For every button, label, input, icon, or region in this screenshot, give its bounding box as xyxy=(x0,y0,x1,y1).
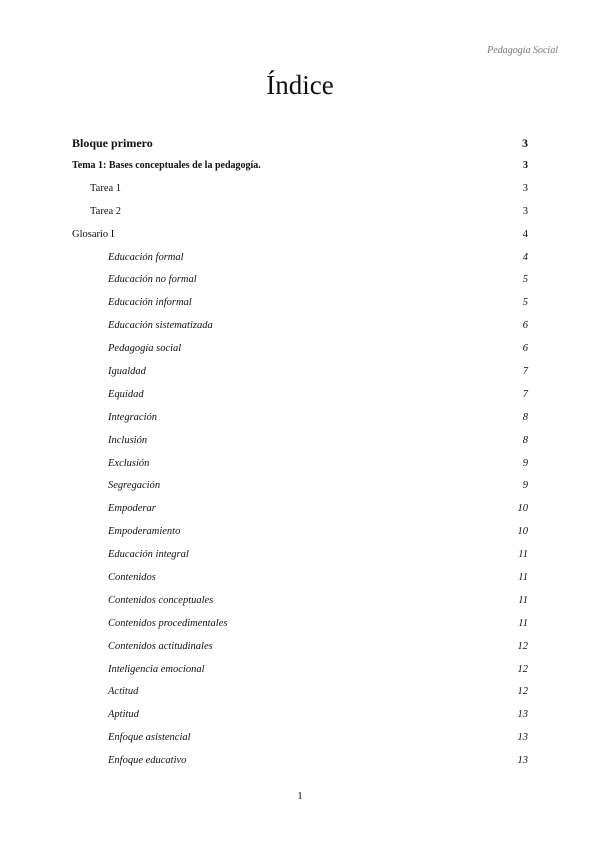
toc-entry-page: 11 xyxy=(518,594,528,606)
toc-entry[interactable] xyxy=(72,521,528,544)
toc-entry-label: Pedagogía social xyxy=(108,343,182,355)
toc-entry[interactable] xyxy=(72,361,528,384)
toc-entry-label: Tarea 1 xyxy=(90,182,122,194)
toc-entry-page: 7 xyxy=(522,366,528,378)
table-of-contents xyxy=(72,131,528,773)
toc-entry-label: Tema 1: Bases conceptuales de la pedagogía. xyxy=(72,160,261,171)
toc-entry[interactable] xyxy=(72,750,528,773)
toc-entry-label: Educación integral xyxy=(108,549,189,561)
toc-entry[interactable] xyxy=(72,292,528,315)
toc-entry[interactable] xyxy=(72,201,528,224)
toc-entry-label: Educación informal xyxy=(108,297,192,309)
toc-entry[interactable] xyxy=(72,384,528,407)
running-header: Pedagogía Social xyxy=(487,45,558,56)
toc-entry[interactable] xyxy=(72,178,528,201)
toc-entry-page: 10 xyxy=(517,526,528,538)
toc-entry-label: Contenidos conceptuales xyxy=(108,594,214,606)
toc-entry-page: 10 xyxy=(517,503,528,515)
toc-entry-label: Actitud xyxy=(108,686,139,698)
toc-entry-page: 11 xyxy=(518,617,528,629)
toc-entry-label: Inclusión xyxy=(108,434,148,446)
toc-entry[interactable] xyxy=(72,453,528,476)
toc-entry-page: 12 xyxy=(517,663,528,675)
toc-entry-label: Enfoque educativo xyxy=(108,755,187,767)
toc-entry[interactable] xyxy=(72,430,528,453)
toc-entry-page: 3 xyxy=(522,205,528,217)
toc-entry-label: Contenidos procedimentales xyxy=(108,617,228,629)
toc-entry-label: Equidad xyxy=(108,388,144,400)
toc-entry-page: 8 xyxy=(522,411,528,423)
toc-entry-page: 13 xyxy=(517,732,528,744)
toc-entry-page: 12 xyxy=(517,686,528,698)
toc-entry-page: 13 xyxy=(517,755,528,767)
toc-entry[interactable] xyxy=(72,224,528,247)
toc-entry-label: Segregación xyxy=(108,480,161,492)
toc-entry-page: 13 xyxy=(517,709,528,721)
toc-entry-page: 9 xyxy=(522,457,528,469)
toc-entry[interactable] xyxy=(72,681,528,704)
toc-entry-page: 7 xyxy=(522,388,528,400)
toc-entry[interactable] xyxy=(72,727,528,750)
toc-entry-label: Igualdad xyxy=(108,366,146,378)
toc-entry-page: 12 xyxy=(517,640,528,652)
toc-entry[interactable] xyxy=(72,407,528,430)
toc-entry[interactable] xyxy=(72,567,528,590)
toc-entry-label: Glosario I xyxy=(72,228,115,240)
toc-entry-label: Inteligencia emocional xyxy=(108,663,205,675)
toc-entry[interactable] xyxy=(72,247,528,270)
toc-entry-label: Empoderar xyxy=(108,503,156,515)
toc-entry[interactable] xyxy=(72,613,528,636)
toc-entry[interactable] xyxy=(72,338,528,361)
toc-entry-page: 5 xyxy=(522,297,528,309)
toc-entry[interactable] xyxy=(72,590,528,613)
toc-entry-page: 4 xyxy=(522,251,528,263)
toc-entry[interactable] xyxy=(72,155,528,178)
toc-entry-label: Educación no formal xyxy=(108,274,197,286)
page-number: 1 xyxy=(297,790,303,802)
toc-entry-page: 11 xyxy=(518,572,528,584)
toc-entry[interactable] xyxy=(72,659,528,682)
toc-entry-label: Exclusión xyxy=(108,457,150,469)
toc-entry[interactable] xyxy=(72,636,528,659)
toc-entry-page: 5 xyxy=(522,274,528,286)
toc-entry-label: Contenidos xyxy=(108,572,156,584)
toc-entry[interactable] xyxy=(72,131,528,155)
toc-entry[interactable] xyxy=(72,269,528,292)
toc-entry-label: Educación formal xyxy=(108,251,184,263)
toc-entry[interactable] xyxy=(72,498,528,521)
toc-entry-page: 4 xyxy=(522,228,528,240)
toc-entry-page: 11 xyxy=(518,549,528,561)
toc-entry-label: Tarea 2 xyxy=(90,205,122,217)
page-title: Índice xyxy=(266,70,334,100)
toc-entry-page: 3 xyxy=(523,160,528,171)
toc-entry-label: Empoderamiento xyxy=(108,526,181,538)
toc-entry-label: Enfoque asistencial xyxy=(108,732,191,744)
toc-entry-page: 9 xyxy=(522,480,528,492)
toc-entry-page: 6 xyxy=(522,343,528,355)
toc-entry-label: Bloque primero xyxy=(72,136,153,150)
toc-entry[interactable] xyxy=(72,544,528,567)
toc-entry-label: Integración xyxy=(108,411,157,423)
toc-entry-label: Contenidos actitudinales xyxy=(108,640,213,652)
toc-entry-page: 6 xyxy=(522,320,528,332)
toc-entry-page: 3 xyxy=(522,136,528,150)
toc-entry-page: 8 xyxy=(522,434,528,446)
toc-entry-label: Aptitud xyxy=(108,709,139,721)
toc-entry-label: Educación sistematizada xyxy=(108,320,213,332)
toc-entry[interactable] xyxy=(72,704,528,727)
toc-entry[interactable] xyxy=(72,315,528,338)
toc-entry[interactable] xyxy=(72,475,528,498)
toc-entry-page: 3 xyxy=(522,182,528,194)
